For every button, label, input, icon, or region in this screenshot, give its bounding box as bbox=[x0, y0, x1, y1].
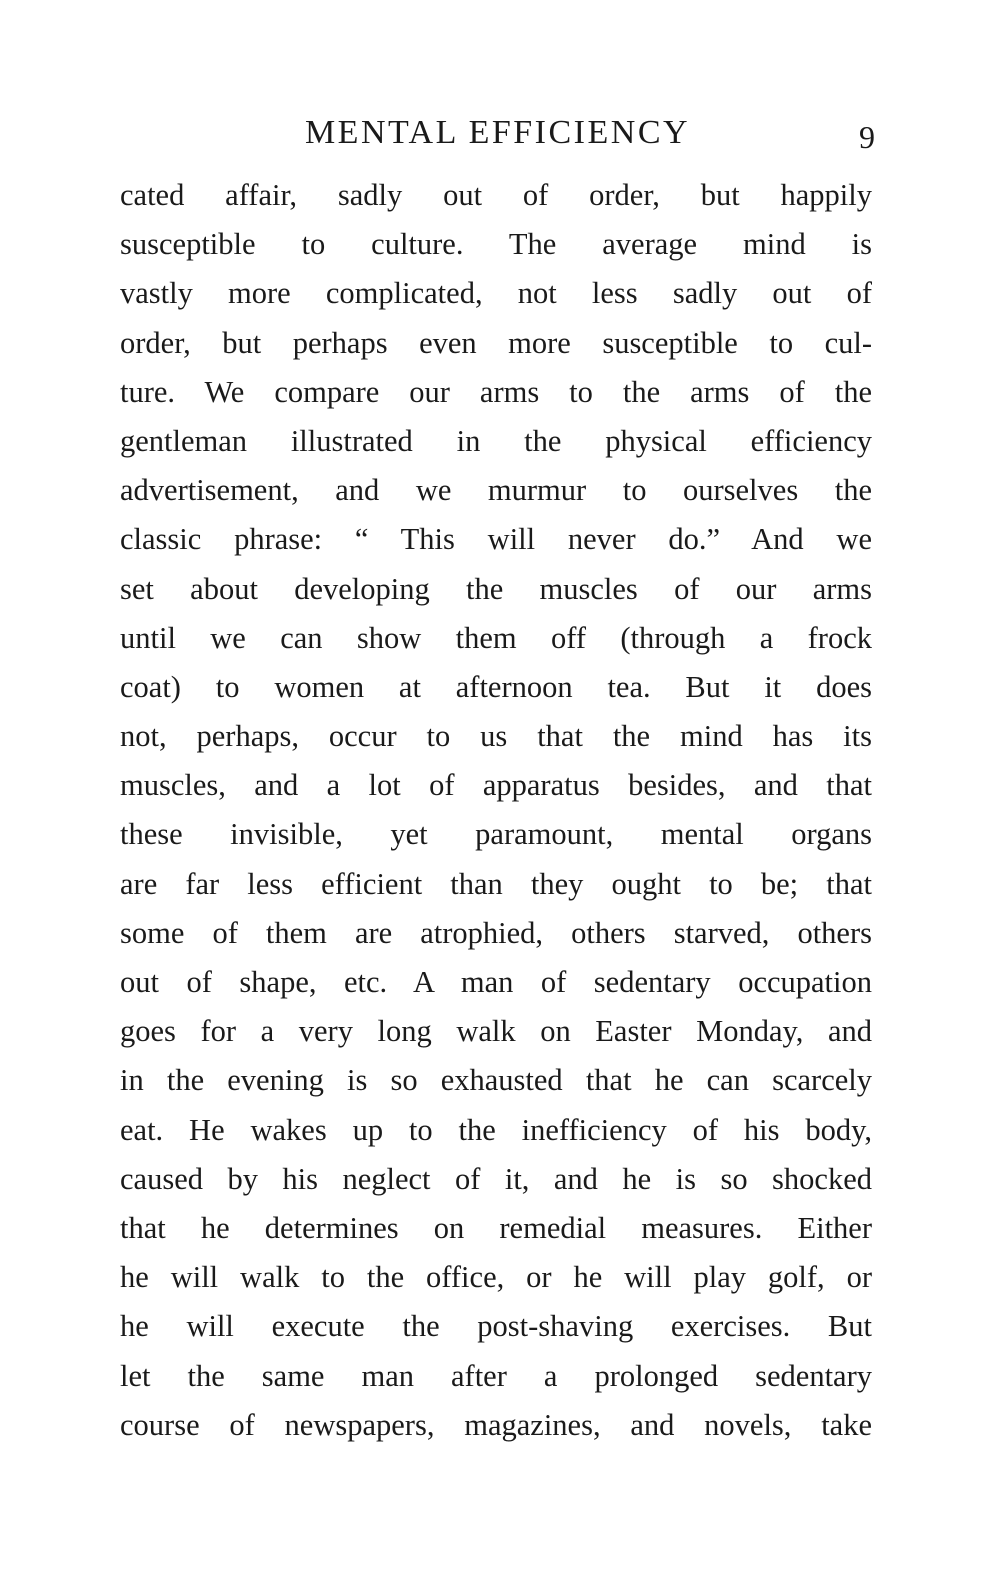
page-number: 9 bbox=[859, 119, 875, 155]
text-line-content: in the evening is so exhausted that he can scarcely bbox=[120, 1063, 872, 1098]
text-line bbox=[120, 515, 872, 564]
text-line bbox=[120, 958, 872, 1007]
text-line-content: let the same man after a prolonged sedentary bbox=[120, 1358, 872, 1393]
text-line bbox=[120, 1155, 872, 1204]
text-line bbox=[120, 466, 872, 515]
text-line-content: eat. He wakes up to the inefficiency of his body, bbox=[120, 1112, 872, 1147]
text-line bbox=[120, 1352, 872, 1401]
running-title: MENTAL EFFICIENCY bbox=[304, 114, 691, 151]
text-line-content: set about developing the muscles of our arms bbox=[120, 571, 872, 606]
text-line bbox=[120, 171, 872, 220]
text-line-content: order, but perhaps even more susceptible to cul- bbox=[120, 325, 872, 360]
text-line-content: out of shape, etc. A man of sedentary occupation bbox=[120, 965, 872, 999]
text-line bbox=[120, 1056, 872, 1105]
text-line bbox=[120, 1106, 872, 1155]
text-line-content: he will walk to the office, or he will play golf, or bbox=[120, 1260, 872, 1295]
text-line-content: coat) to women at afternoon tea. But it does bbox=[120, 669, 872, 704]
text-line bbox=[120, 1302, 872, 1351]
text-line bbox=[120, 1007, 872, 1056]
text-line-content: that he determines on remedial measures. Either bbox=[120, 1210, 872, 1245]
text-line bbox=[120, 1401, 872, 1450]
text-line-content: ture. We compare our arms to the arms of the bbox=[120, 374, 872, 409]
text-line bbox=[120, 319, 872, 368]
text-line bbox=[120, 712, 872, 761]
text-line-content: cated affair, sadly out of order, but happily bbox=[120, 178, 872, 212]
text-line-content: susceptible to culture. The average mind is bbox=[120, 227, 872, 262]
text-line bbox=[120, 860, 872, 909]
text-line-content: not, perhaps, occur to us that the mind has its bbox=[120, 719, 872, 754]
text-line bbox=[120, 269, 872, 318]
text-line-content: advertisement, and we murmur to ourselves the bbox=[120, 473, 872, 508]
text-line-content: goes for a very long walk on Easter Monday, and bbox=[120, 1014, 872, 1049]
text-line-content: course of newspapers, magazines, and novels, take bbox=[120, 1407, 872, 1442]
text-line-content: are far less efficient than they ought to be; that bbox=[120, 866, 872, 901]
text-line-content: gentleman illustrated in the physical efficiency bbox=[120, 423, 872, 458]
text-line bbox=[120, 417, 872, 466]
text-line bbox=[120, 1253, 872, 1302]
text-line-content: caused by his neglect of it, and he is so shocked bbox=[120, 1161, 872, 1196]
text-line-content: classic phrase: “ This will never do.” And we bbox=[120, 522, 872, 557]
text-line-content: he will execute the post-shaving exercises. But bbox=[120, 1309, 872, 1344]
text-line bbox=[120, 614, 872, 663]
text-line-content: muscles, and a lot of apparatus besides, and that bbox=[120, 768, 872, 803]
running-head bbox=[120, 108, 875, 158]
text-line bbox=[120, 220, 872, 269]
text-line-content: these invisible, yet paramount, mental organs bbox=[120, 817, 872, 852]
body-text bbox=[120, 171, 872, 1450]
text-line bbox=[120, 368, 872, 417]
text-line bbox=[120, 909, 872, 958]
text-line-content: vastly more complicated, not less sadly out of bbox=[120, 276, 872, 311]
text-line bbox=[120, 565, 872, 614]
text-line bbox=[120, 761, 872, 810]
text-line bbox=[120, 1204, 872, 1253]
text-line bbox=[120, 663, 872, 712]
text-line-content: until we can show them off (through a frock bbox=[120, 620, 872, 655]
text-line bbox=[120, 810, 872, 859]
text-line-content: some of them are atrophied, others starved, others bbox=[120, 915, 872, 950]
